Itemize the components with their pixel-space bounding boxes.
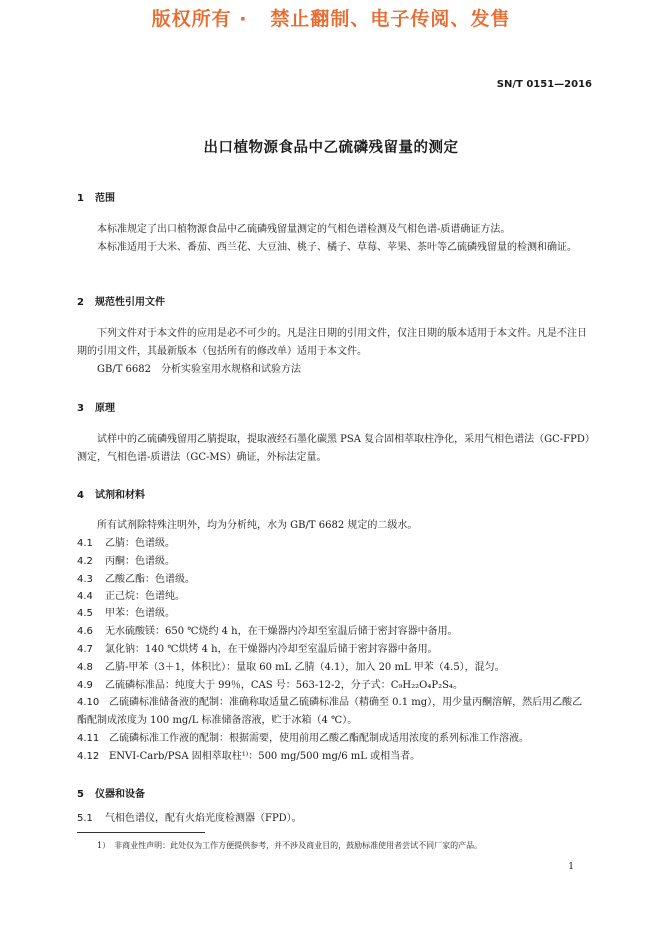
item-text: 丙酮：色谱级。 [105, 556, 175, 567]
item-text: 甲苯：色谱级。 [105, 608, 175, 619]
section-4-paragraph-1: 所有试剂除特殊注明外，均为分析纯，水为 GB/T 6682 规定的二级水。 [97, 520, 418, 531]
item-number: 4.5 [77, 608, 93, 619]
list-item [77, 605, 591, 623]
list-item [77, 694, 591, 730]
item-text: 乙酸乙酯：色谱级。 [105, 574, 195, 585]
item-text: 无水硫酸镁：650 ℃烧约 4 h，在干燥器内冷却至室温后储于密封容器中备用。 [105, 626, 458, 637]
item-number: 4.9 [77, 680, 93, 691]
list-item [77, 748, 591, 766]
copyright-watermark: 版权所有 · 禁止翻制、电子传阅、发售 [151, 8, 511, 30]
section-title: 试剂和材料 [95, 490, 145, 501]
item-number: 4.3 [77, 574, 93, 585]
item-text: 乙腈：色谱级。 [105, 538, 175, 549]
item-number: 4.12 [77, 751, 100, 762]
item-number: 4.4 [77, 591, 93, 602]
section-4-heading [77, 486, 145, 501]
section-title: 规范性引用文件 [95, 297, 165, 308]
footnote: 1） 非商业性声明：此处仅为工作方便提供参考，并不涉及商业目的，鼓励标准使用者尝试不同厂家的产品。 [97, 841, 483, 850]
section-2-heading [77, 293, 165, 308]
item-number: 5.1 [77, 813, 93, 824]
section-1-paragraph-1: 本标准规定了出口植物源食品中乙硫磷残留量测定的气相色谱检测及气相色谱-质谱确证方法。 [97, 224, 511, 235]
section-3-heading [77, 399, 115, 414]
item-text: 正己烷：色谱纯。 [105, 591, 185, 602]
section-1-heading [77, 189, 115, 204]
list-item [77, 730, 591, 748]
page-title: 出口植物源食品中乙硫磷残留量的测定 [203, 140, 459, 156]
section-title: 仪器和设备 [95, 789, 145, 800]
section-3-paragraph-1: 试样中的乙硫磷残留用乙腈提取，提取液经石墨化碳黑 PSA 复合固相萃取柱净化，采用气相色谱法（GC-FPD）测定，气相色谱-质谱法（GC-MS）确证，外标法定量。 [77, 434, 590, 463]
list-item [77, 810, 591, 828]
item-text: 乙硫磷标准储备液的配制：准确称取适量乙硫磷标准品（精确至 0.1 mg），用少量丙酮溶解，然后用乙酸乙酯配制成浓度为 100 mg/L 标准储备溶液，贮于冰箱（4 ℃）。 [77, 697, 583, 726]
section-2-reference: GB/T 6682 分析实验室用水规格和试验方法 [97, 364, 302, 375]
section-title: 原理 [95, 403, 115, 414]
list-item [77, 677, 591, 695]
item-text: 乙硫磷标准品：纯度大于 99％，CAS 号：563-12-2，分子式：C₉H₂₂O₄P₂S₄。 [105, 680, 463, 691]
section-5-heading [77, 785, 145, 800]
item-number: 4.10 [77, 697, 100, 708]
section-number: 4 [77, 490, 84, 501]
item-number: 4.2 [77, 556, 93, 567]
item-text: 氯化钠：140 ℃烘烤 4 h，在干燥器内冷却至室温后储于密封容器中备用。 [105, 644, 438, 655]
section-number: 1 [77, 193, 84, 204]
page-number: 1 [568, 862, 574, 872]
item-number: 4.11 [77, 733, 100, 744]
list-item [77, 553, 591, 571]
section-number: 5 [77, 789, 84, 800]
section-number: 3 [77, 403, 84, 414]
section-1-paragraph-2: 本标准适用于大米、番茄、西兰花、大豆油、桃子、橘子、草莓、苹果、茶叶等乙硫磷残留量的检测和确证。 [97, 242, 577, 253]
item-text: 乙硫磷标准工作液的配制：根据需要，使用前用乙酸乙酯配制成适用浓度的系列标准工作溶液。 [109, 733, 529, 744]
section-2-paragraph-1: 下列文件对于本文件的应用是必不可少的。凡是注日期的引用文件，仅注日期的版本适用于本文件。凡是不注日期的引用文件，其最新版本（包括所有的修改单）适用于本文件。 [77, 328, 587, 357]
section-title: 范围 [95, 193, 115, 204]
item-number: 4.7 [77, 644, 93, 655]
list-item [77, 659, 591, 677]
item-number: 4.8 [77, 662, 93, 673]
list-item [77, 641, 591, 659]
footnote-divider [77, 832, 205, 833]
list-item [77, 623, 591, 641]
item-text: ENVI-Carb/PSA 固相萃取柱¹⁾：500 mg/500 mg/6 mL 或相当者。 [109, 751, 421, 762]
standard-code: SN/T 0151—2016 [496, 79, 592, 90]
list-item [77, 588, 591, 606]
item-number: 4.6 [77, 626, 93, 637]
item-number: 4.1 [77, 538, 93, 549]
item-text: 乙腈-甲苯（3＋1，体积比）：量取 60 mL 乙腈（4.1），加入 20 mL 甲苯（4.5），混匀。 [105, 662, 505, 673]
item-text: 气相色谱仪，配有火焰光度检测器（FPD）。 [105, 813, 302, 824]
list-item [77, 535, 591, 553]
list-item [77, 571, 591, 589]
section-number: 2 [77, 297, 84, 308]
